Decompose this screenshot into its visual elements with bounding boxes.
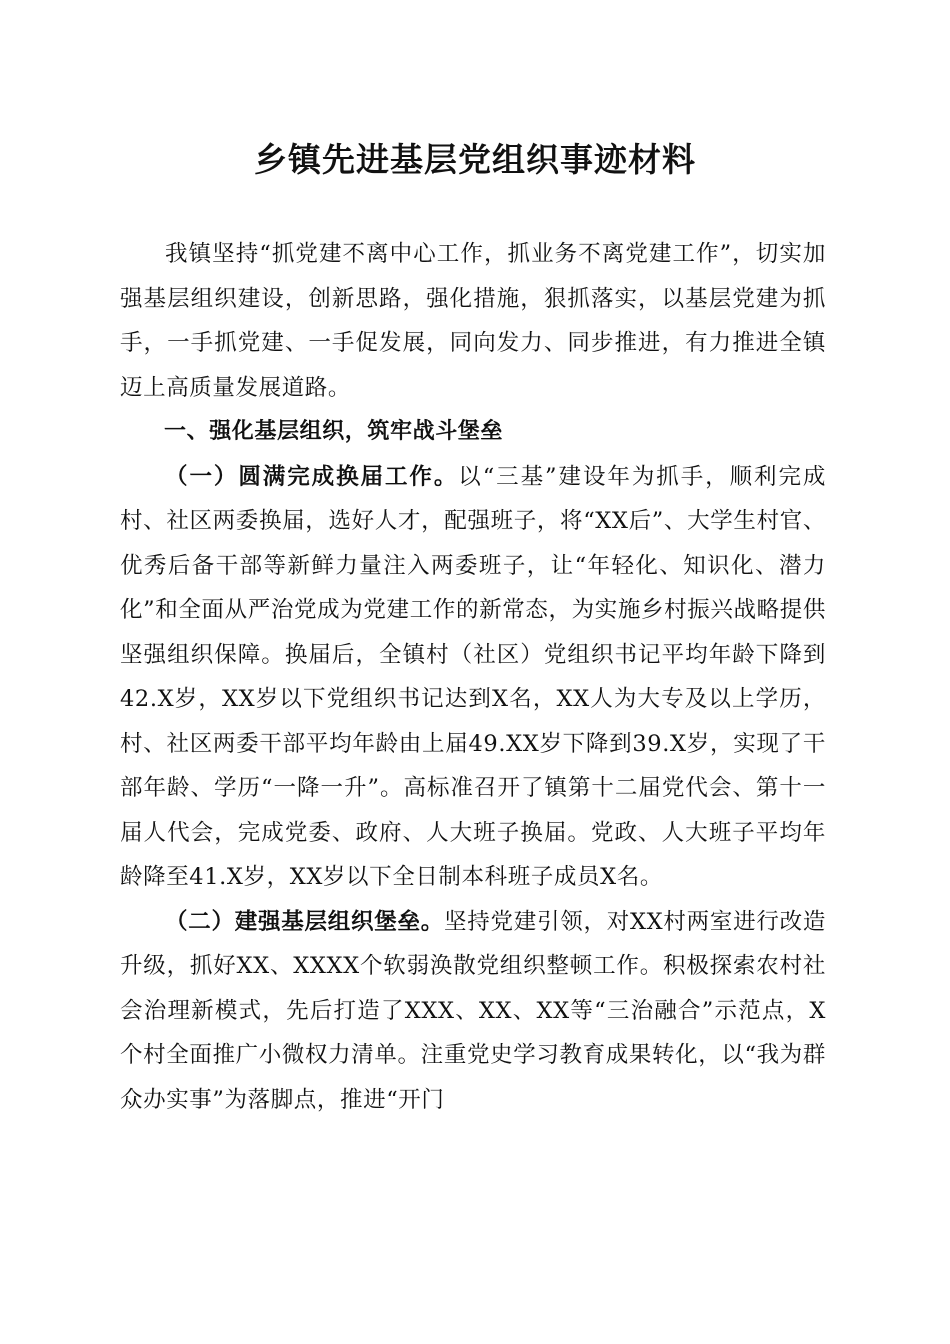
- document-title: 乡镇先进基层党组织事迹材料: [254, 140, 696, 179]
- subsection-text-1: 以“三基”建设年为抓手，顺利完成村、社区两委换届，选好人才，配强班子，将“XX后”、大学生村官、优秀后备干部等新鲜力量注入两委班子，让“年轻化、知识化、潜力化”和全面从严治党成为党建工作的新常态，为实施乡村振兴战略提供坚强组织保障。换届后，全镇村（社区）党组织书记平均年龄下降到42.X岁，XX岁以下党组织书记达到X名，XX人为大专及以上学历，村、社区两委干部平均年龄由上届49.XX岁下降到39.X岁，实现了干部年龄、学历“一降一升”。高标准召开了镇第十二届党代会、第十一届人代会，完成党委、政府、人大班子换届。党政、人大班子平均年龄降至41.X岁，XX岁以下全日制本科班子成员X名。: [120, 463, 827, 890]
- section-heading: 一、强化基层组织，筑牢战斗堡垒: [164, 419, 504, 444]
- paragraph-1: [120, 455, 826, 900]
- subsection-text-2: 坚持党建引领，对XX村两室进行改造升级，抓好XX、XXXX个软弱涣散党组织整顿工作。积极探索农村社会治理新模式，先后打造了XXX、XX、XX等“三治融合”示范点，X个村全面推广小微权力清单。注重党史学习教育成果转化，以“我为群众办实事”为落脚点，推进“开门: [120, 908, 826, 1113]
- intro-paragraph: 我镇坚持“抓党建不离中心工作，抓业务不离党建工作”，切实加强基层组织建设，创新思路，强化措施，狠抓落实，以基层党建为抓手，一手抓党建、一手促发展，同向发力、同步推进，有力推进全镇迈上高质量发展道路。: [120, 241, 826, 401]
- subsection-title-1: （一）圆满完成换届工作。: [165, 463, 459, 490]
- paragraph-2: [120, 900, 826, 1123]
- subsection-title-2: （二）建强基层组织堡垒。: [165, 908, 444, 935]
- document-body: [120, 232, 826, 1122]
